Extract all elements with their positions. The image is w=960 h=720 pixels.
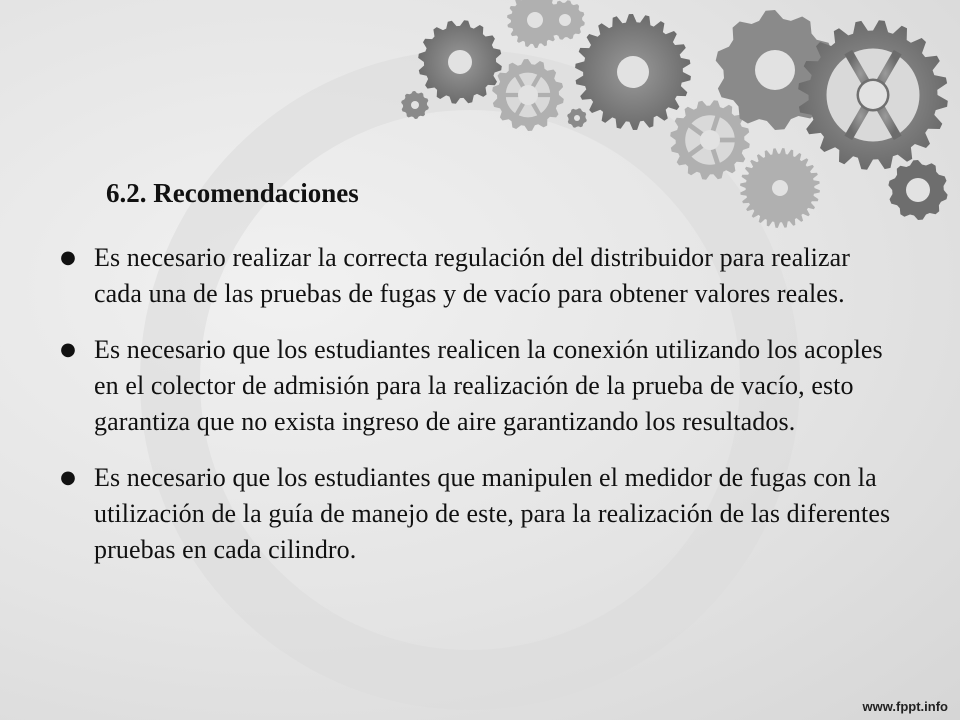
bullet-list — [58, 240, 898, 588]
bullet-text: Es necesario realizar la correcta regulación del distribuidor para realizar cada una de las pruebas de fugas y de vacío para obtener valores reales. — [94, 243, 851, 308]
bullet-text: Es necesario que los estudiantes que manipulen el medidor de fugas con la utilización de la guía de manejo de este, para la realización de las diferentes pruebas en cada cilindro. — [94, 463, 891, 564]
gear-icon — [740, 148, 820, 228]
watermark: www.fppt.info — [862, 699, 948, 714]
bullet-item — [58, 240, 898, 312]
gear-icon — [798, 20, 948, 170]
bullet-dot-icon: ● — [60, 467, 76, 488]
bullet-item — [58, 332, 898, 440]
bullet-dot-icon: ● — [60, 339, 76, 360]
bullet-item — [58, 460, 898, 568]
bullet-text: Es necesario que los estudiantes realicen la conexión utilizando los acoples en el colector de admisión para la realización de la prueba de vacío, esto garantiza que no exista ingreso de aire garantizando los resultados. — [94, 335, 883, 436]
gear-icon — [545, 0, 585, 40]
gear-icon — [888, 160, 947, 220]
gear-icon — [575, 14, 691, 130]
bullet-dot-icon: ● — [60, 247, 76, 268]
slide-title: 6.2. Recomendaciones — [106, 178, 359, 208]
